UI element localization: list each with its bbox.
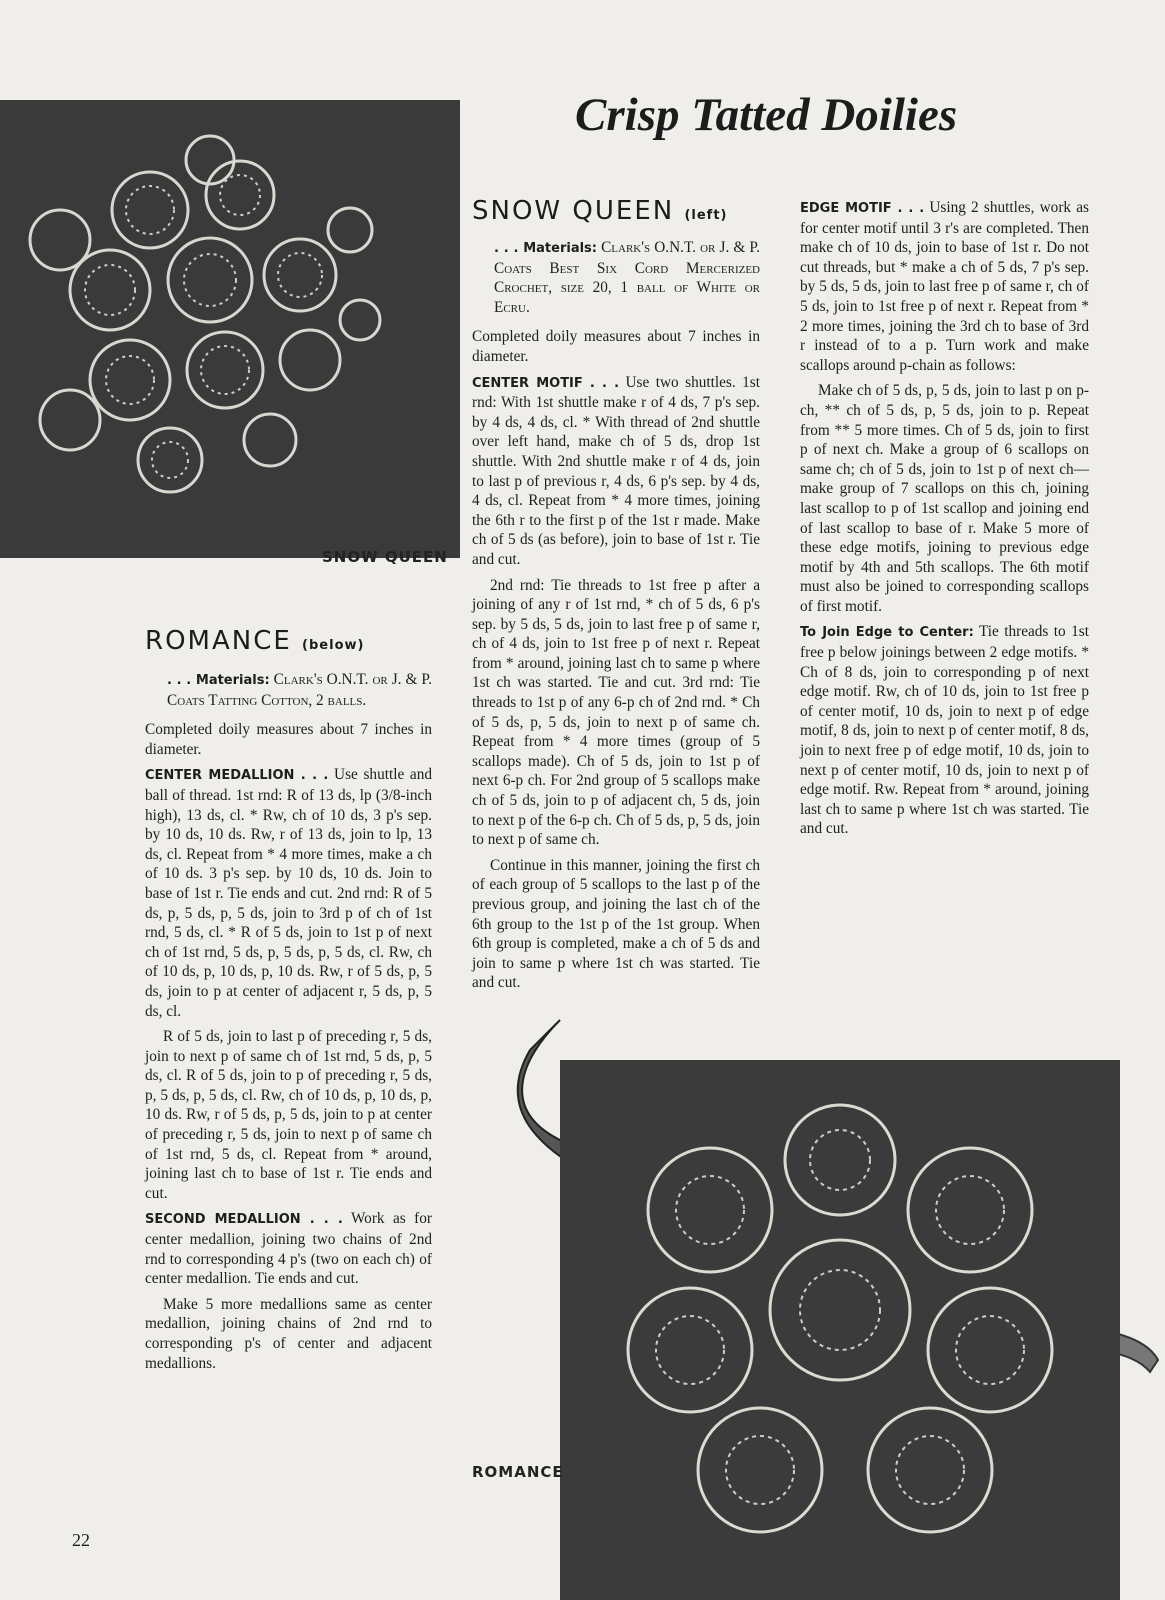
- snow-queen-join-label: To Join Edge to Center:: [800, 625, 974, 641]
- snow-queen-heading: [472, 196, 728, 226]
- romance-center-text: Use shuttle and ball of thread. 1st rnd: R of 13 ds, lp (3/8-inch high), 13 ds, cl. * Rw, ch of 10 ds, 3 p's sep. by 10 ds, 10 ds. Rw, r of 13 ds, join to lp, 13 ds, cl. Repeat from * 4 more times, make a ch of 10 ds. 3 p's sep. by 10 ds, 10 ds. Join to base of 1st r. Tie ends and cut. 2nd rnd: R of 5 ds, p, 5 ds, p, 5 ds, join to 3rd p of ch of 1st rnd, 5 ds, cl. * R of 5 ds, join to 1st p of next ch of 1st rnd, 5 ds, p, 5 ds, p, 5 ds, cl. Rw, ch of 10 ds, p, 10 ds, p, 10 ds. Rw, r of 5 ds, p, 5 ds, join to p at center of adjacent r, 5 ds, p, 5 ds, cl.: [145, 766, 433, 1020]
- romance-materials-text: Clark's O.N.T. or J. & P. Coats Tatting Cotton, 2 balls.: [167, 671, 433, 709]
- snow-queen-caption: SNOW QUEEN: [322, 548, 448, 566]
- romance-materials-lead: . . . Materials:: [167, 673, 270, 688]
- snow-queen-materials-lead: . . . Materials:: [494, 241, 597, 256]
- snow-queen-note: (left): [684, 208, 728, 223]
- snow-queen-paragraph-2: 2nd rnd: Tie threads to 1st free p after a joining of any r of 1st rnd, * ch of 5 ds, 6 p's sep. by 5 ds, 5 ds, join to last free p of same r, ch of 4 ds, join to 1st free p of next r. Repeat from * around, joining last ch to same p where 1st ch was started. Tie and cut. 3rd rnd: Tie threads to 1st p of any 6-p ch of 2nd rnd. * Ch of 5 ds, p, 5 ds, join to next p of same ch. Repeat from * 4 more times (group of 5 scallops made). Ch of 5 ds, join to 1st p of next 6-p ch. For 2nd group of 5 scallops make ch of 5 ds, join to p of adjacent ch, 5 ds, join to next p of the 6-p ch. Ch of 5 ds, p, 5 ds, join to next p of same ch.: [472, 576, 760, 849]
- romance-center-medallion: [145, 765, 432, 1021]
- romance-note: (below): [302, 638, 365, 653]
- snow-queen-doily-drawing: [0, 100, 460, 558]
- romance-paragraph-4: Make 5 more medallions same as center medallion, joining chains of 2nd rnd to corresponding p's of center and adjacent medallions.: [145, 1295, 432, 1372]
- page-number: 22: [72, 1530, 90, 1550]
- snow-queen-edge-motif: [800, 198, 1089, 375]
- snow-queen-center-text: Use two shuttles. 1st rnd: With 1st shuttle make r of 4 ds, 7 p's sep. by 4 ds, 4 ds, cl. * With thread of 2nd shuttle over left hand, make ch of 5 ds, drop 1st shuttle. With 2nd shuttle make r of 4 ds, join to last p of previous r, 4 ds, 6 p's sep. by 4 ds, 4 ds, cl. Repeat from * 4 more times, joining the 6th r to the first p of the 1st r made. Make ch of 5 ds (as before), join to base of 1st r. Tie and cut.: [472, 373, 760, 568]
- snow-queen-join-text: Tie threads to 1st free p below joinings between 2 edge motifs. * Ch of 8 ds, join to corresponding p of next edge motif. Rw, ch of 10 ds, join to 1st free p of center motif, 10 ds, join to next p of edge motif, 8 ds, join to next p of center motif, 8 ds, join to next free p of edge motif, 10 ds, join to next p of center motif, 10 ds, join to next p of edge motif. Rw. Repeat from * around, joining last ch to same p where 1st ch was started. Tie and cut.: [800, 623, 1089, 838]
- snow-queen-join: [800, 622, 1089, 839]
- romance-heading: [145, 626, 364, 656]
- romance-paragraph-2: R of 5 ds, join to last p of preceding r, 5 ds, join to next p of same ch of 1st rnd, 5 ds, p, 5 ds, cl. R of 5 ds, join to p of preceding r, 5 ds, p, 5 ds, p, 5 ds, cl. Rw, ch of 10 ds, p, 10 ds, p, 10 ds. Rw, r of 5 ds, p, 5 ds, join to p at center of preceding r, 5 ds, join to next p of same ch of 1st rnd, 5 ds, cl. Repeat from * around, joining last ch to base of 1st r. Tie ends and cut.: [145, 1028, 432, 1202]
- romance-photo: [560, 1060, 1120, 1600]
- snow-queen-materials-text: Clark's O.N.T. or J. & P. Coats Best Six Cord Mercerized Crochet, size 20, 1 ball of White or Ecru.: [494, 239, 760, 316]
- snow-queen-photo: [0, 100, 460, 558]
- romance-doily-drawing: [560, 1060, 1120, 1600]
- snow-queen-edge-label: EDGE MOTIF . . .: [800, 201, 925, 216]
- romance-measure: Completed doily measures about 7 inches in diameter.: [145, 721, 432, 758]
- snow-queen-instructions-col2: [800, 198, 1089, 845]
- snow-queen-measure: Completed doily measures about 7 inches in diameter.: [472, 328, 760, 365]
- snow-queen-instructions-col1: [472, 238, 760, 992]
- snow-queen-edge-text: Using 2 shuttles, work as for center motif until 3 r's are completed. Then make ch of 10 ds, join to base of 1st r. Do not cut threads, but * make a ch of 5 ds, 7 p's sep. by 5 ds, 5 ds, join to last free p of same r, ch of 5 ds, join to 1st free p of next r. Repeat from * 2 more times, joining the 3rd ch to base of 3rd r instead of to a p. Turn work and make scallops around p-chain as follows:: [800, 199, 1089, 374]
- romance-materials: [145, 670, 432, 710]
- romance-second-text: Work as for center medallion, joining two chains of 2nd rnd to corresponding 4 p's (two on each ch) of center medallion. Tie ends and cut.: [145, 1210, 432, 1288]
- snow-queen-title: SNOW QUEEN: [472, 196, 675, 226]
- page-title: Crisp Tatted Doilies: [575, 89, 958, 141]
- romance-second-label: SECOND MEDALLION . . .: [145, 1212, 343, 1228]
- snow-queen-center-motif: [472, 373, 760, 570]
- snow-queen-center-label: CENTER MOTIF . . .: [472, 375, 620, 391]
- romance-center-label: CENTER MEDALLION . . .: [145, 768, 329, 784]
- romance-caption: ROMANCE: [472, 1463, 564, 1481]
- snow-queen-paragraph-5: Make ch of 5 ds, p, 5 ds, join to last p on p-ch, ** ch of 5 ds, p, 5 ds, join to p. Repeat from ** 5 more times. Ch of 5 ds, join to first p of next ch. Make a group of 6 scallops on same ch; ch of 5 ds, join to 1st p of next ch—make group of 7 scallops on this ch, joining last scallop to p of 1st scallop and joining end of last scallop to base of r. Make 5 more of these edge motifs, joining to previous edge motif by 4th and 5th scallops. The 6th motif must also be joined to corresponding scallops of first motif.: [800, 382, 1089, 615]
- snow-queen-materials: [472, 238, 760, 317]
- snow-queen-paragraph-3: Continue in this manner, joining the first ch of each group of 5 scallops to the last p of the previous group, and joining the last ch of the 6th group to the 1st p of the 1st group. When 6th group is completed, make a ch of 5 ds and join to same p where 1st ch was started. Tie and cut.: [472, 856, 760, 992]
- romance-title: ROMANCE: [145, 626, 292, 656]
